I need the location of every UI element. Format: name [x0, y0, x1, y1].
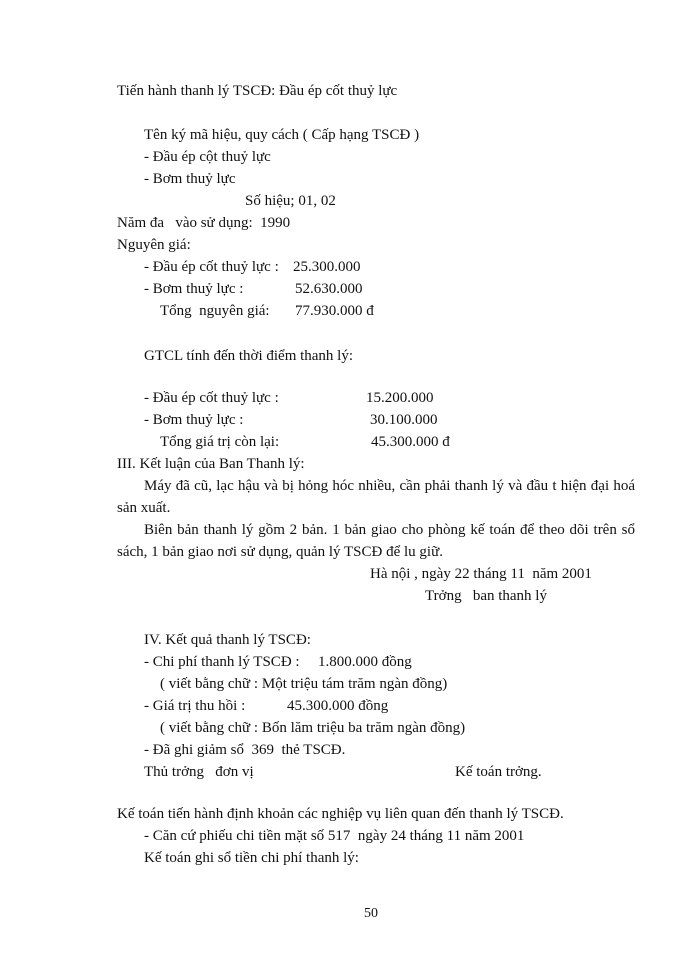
- results-recovered-label: - Giá trị thu hồi :: [144, 698, 246, 714]
- residual-item-1-value: 15.200.000: [366, 390, 434, 406]
- asset-spec-item-2: - Bơm thuỷ lực: [144, 171, 236, 187]
- signature-left: Thủ trởng đơn vị: [144, 764, 254, 780]
- residual-total-label: Tổng giá trị còn lại:: [160, 434, 280, 450]
- asset-spec-label: Tên ký mã hiệu, quy cách ( Cấp hạng TSCĐ ): [144, 127, 420, 143]
- original-cost-label: Nguyên giá:: [117, 237, 191, 253]
- results-recorded: - Đã ghi giảm sổ 369 thẻ TSCĐ.: [144, 742, 346, 758]
- conclusion-para-1: [117, 475, 635, 519]
- original-cost-item-2-label: - Bơm thuỷ lực :: [144, 281, 244, 297]
- results-cost-words: ( viết bằng chữ : Một triệu tám trăm ngàn đồng): [160, 676, 448, 692]
- conclusion-para-2-text: Biên bản thanh lý gồm 2 bản. 1 bản giao cho phòng kế toán để theo dõi trên sổ sách, 1 bản giao nơi sử dụng, quản lý TSCĐ để lu giữ.: [117, 522, 635, 560]
- accounting-basis: - Căn cứ phiếu chi tiền mặt số 517 ngày 24 tháng 11 năm 2001: [144, 828, 525, 844]
- asset-spec-item-1: - Đầu ép cột thuỷ lực: [144, 149, 271, 165]
- residual-label: GTCL tính đến thời điểm thanh lý:: [144, 348, 354, 364]
- residual-item-1-label: - Đầu ép cốt thuỷ lực :: [144, 390, 279, 406]
- residual-item-2-label: - Bơm thuỷ lực :: [144, 412, 244, 428]
- asset-serial: Số hiệu; 01, 02: [245, 193, 336, 209]
- signature-right: Kế toán trởng.: [455, 764, 542, 780]
- page-number: 50: [364, 906, 378, 921]
- results-recovered-words: ( viết bằng chữ : Bốn lăm triệu ba trăm ngàn đồng): [160, 720, 466, 736]
- residual-total-value: 45.300.000 đ: [371, 434, 450, 450]
- year-in-use: Năm đa vào sử dụng: 1990: [117, 215, 291, 231]
- results-recovered-value: 45.300.000 đồng: [287, 698, 389, 714]
- original-cost-total-value: 77.930.000 đ: [295, 303, 374, 319]
- original-cost-item-1-label: - Đầu ép cốt thuỷ lực :: [144, 259, 279, 275]
- results-heading: IV. Kết quả thanh lý TSCĐ:: [144, 632, 311, 648]
- original-cost-item-1-value: 25.300.000: [293, 259, 361, 275]
- heading-liquidation: Tiến hành thanh lý TSCĐ: Đầu ép cốt thuỷ lực: [117, 83, 398, 99]
- original-cost-item-2-value: 52.630.000: [295, 281, 363, 297]
- conclusion-signer: Trởng ban thanh lý: [425, 588, 547, 604]
- conclusion-date: Hà nội , ngày 22 tháng 11 năm 2001: [370, 566, 592, 582]
- results-cost-label: - Chi phí thanh lý TSCĐ :: [144, 654, 300, 670]
- conclusion-heading: III. Kết luận của Ban Thanh lý:: [117, 456, 305, 472]
- conclusion-para-2: [117, 519, 635, 563]
- residual-item-2-value: 30.100.000: [370, 412, 438, 428]
- conclusion-para-1-text: Máy đã cũ, lạc hậu và bị hỏng hóc nhiều, cần phải thanh lý và đầu t hiện đại hoá sản xuất.: [117, 478, 635, 516]
- accounting-intro: Kế toán tiến hành định khoản các nghiệp vụ liên quan đến thanh lý TSCĐ.: [117, 806, 564, 822]
- results-cost-value: 1.800.000 đồng: [318, 654, 412, 670]
- accounting-entry: Kế toán ghi sổ tiền chi phí thanh lý:: [144, 850, 359, 866]
- original-cost-total-label: Tổng nguyên giá:: [160, 303, 270, 319]
